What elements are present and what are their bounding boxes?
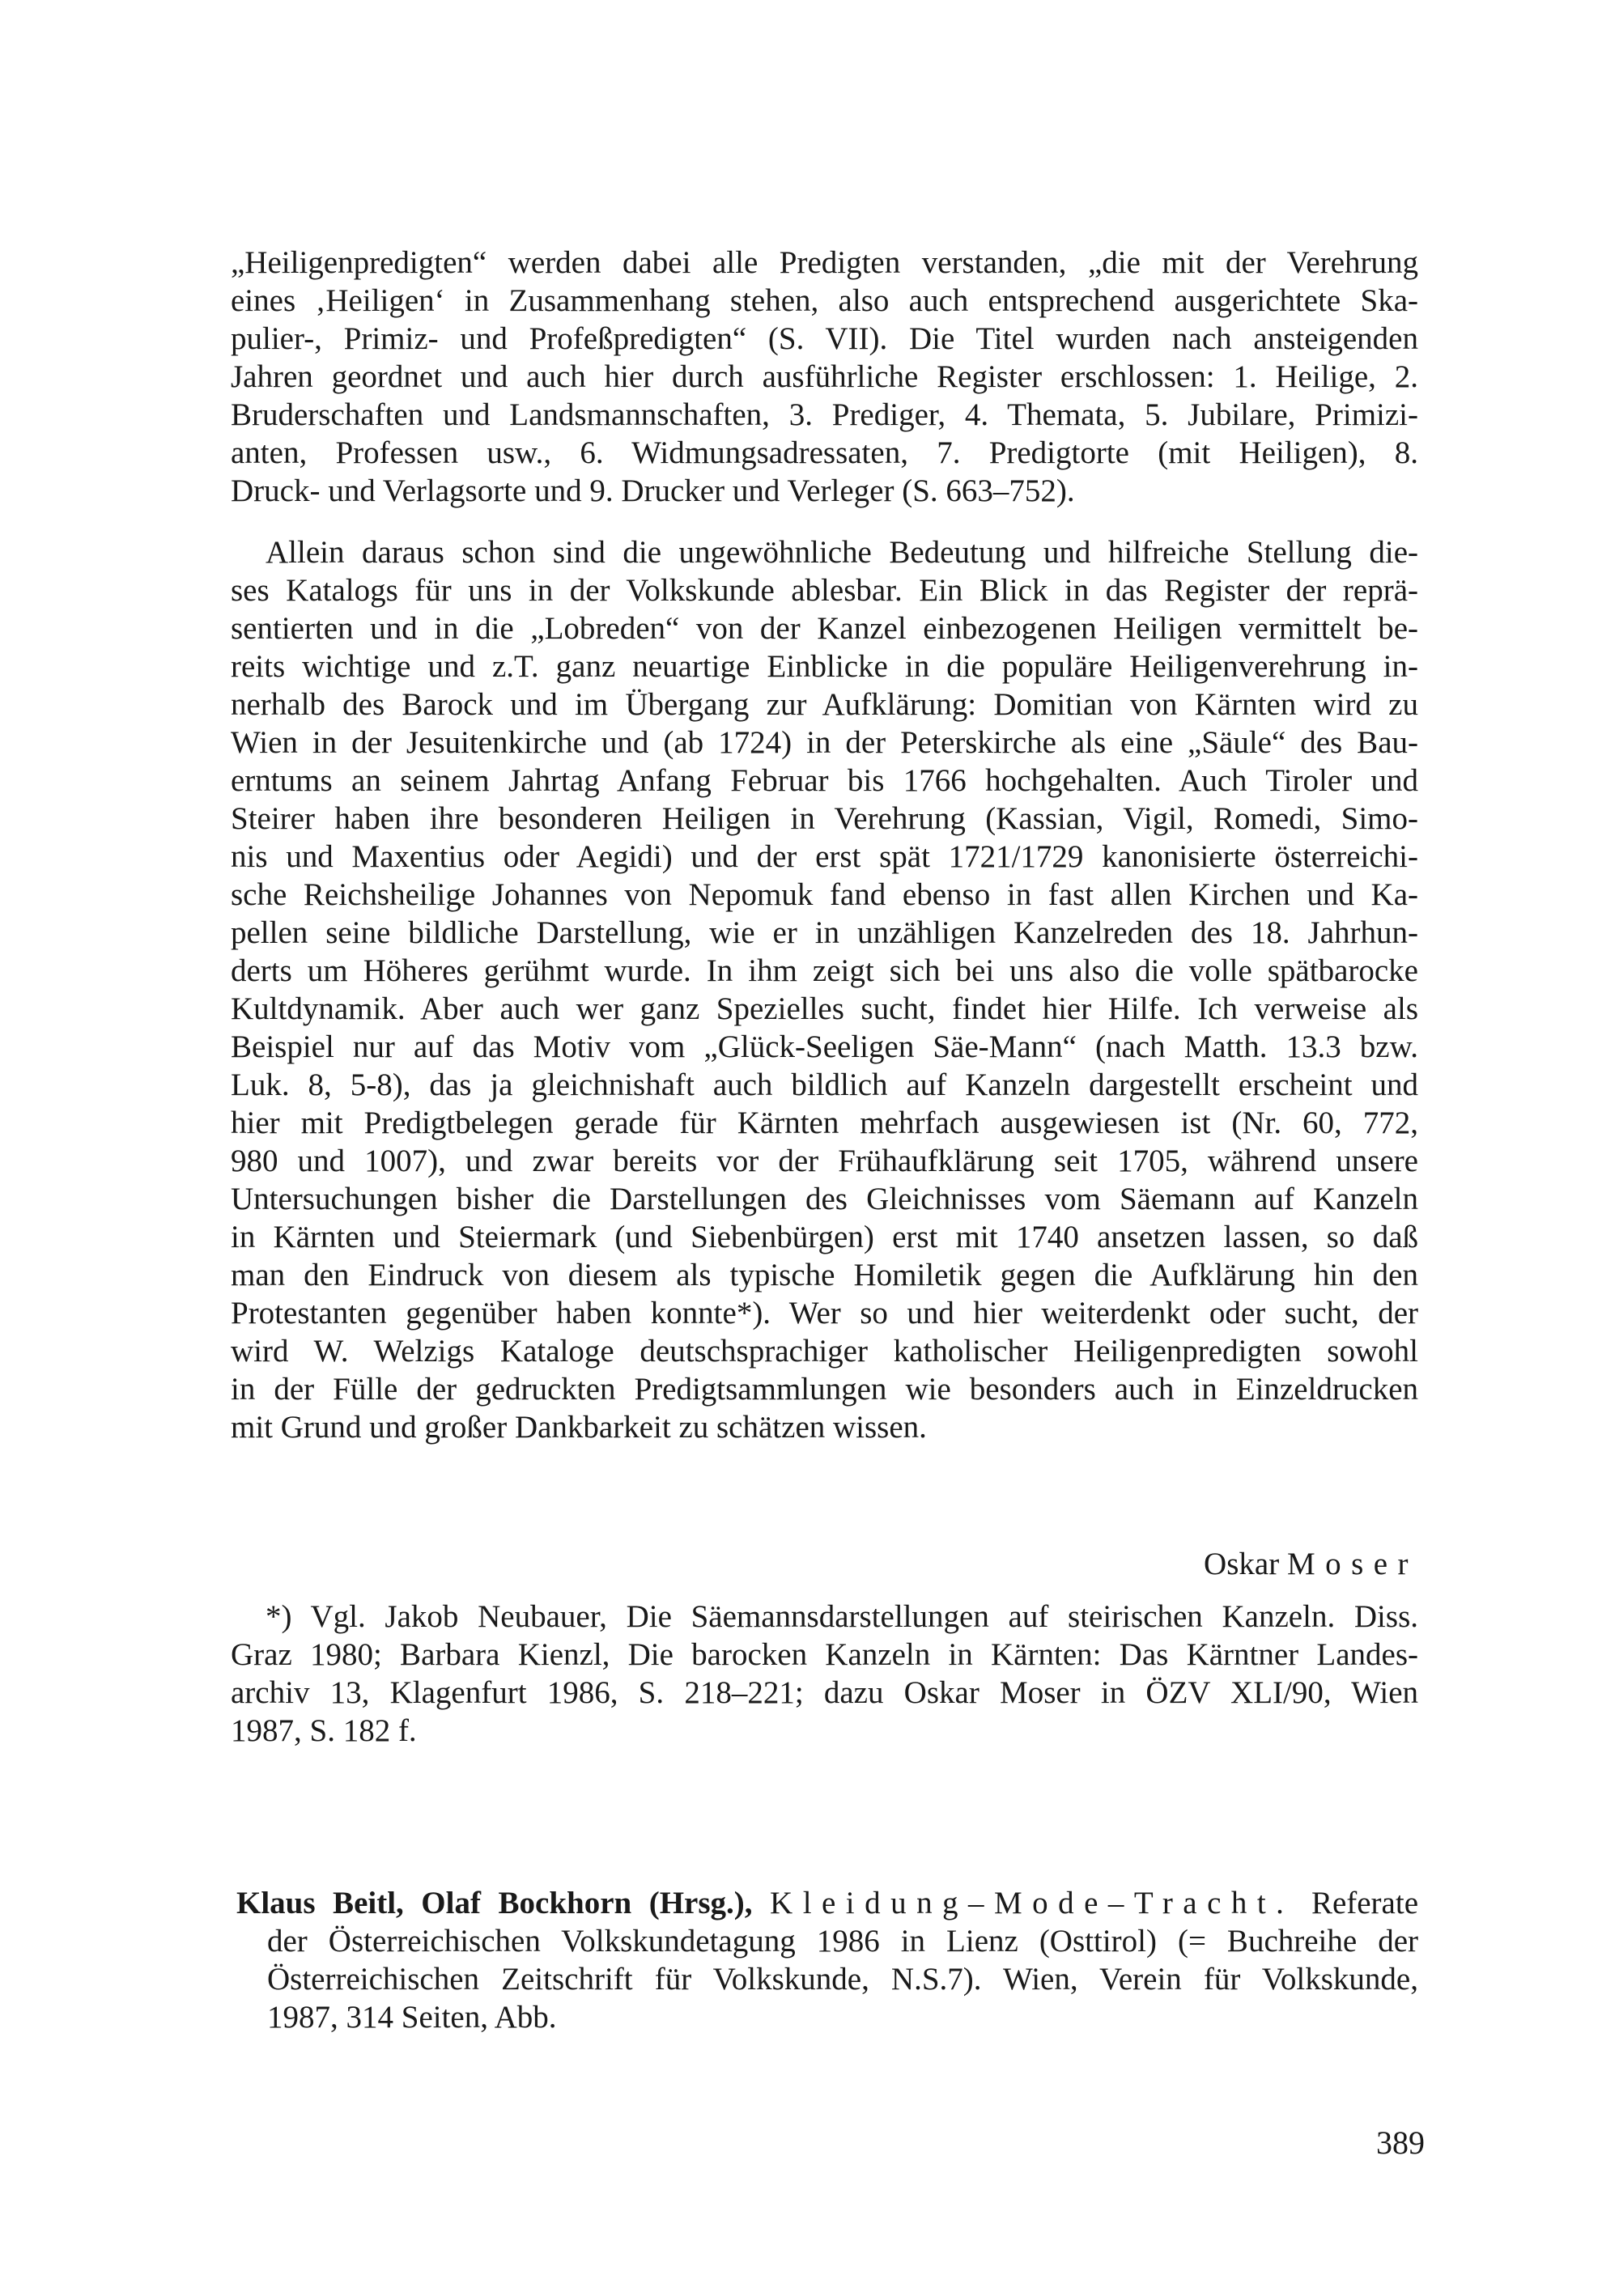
text-line: Wien in der Jesuitenkirche und (ab 1724) in der Peterskirche als eine „Säule“ des Bau- (231, 725, 1418, 760)
footnote-line: *) Vgl. Jakob Neubauer, Die Säemannsdarstellungen auf steirischen Kanzeln. Diss. (266, 1599, 1418, 1634)
review-heading-line (236, 1884, 1418, 1922)
text-line: Untersuchungen bisher die Darstellungen des Gleichnisses vom Säemann auf Kanzeln (231, 1182, 1418, 1216)
text-line: wird W. Welzigs Kataloge deutschsprachiger katholischer Heiligenpredigten sowohl (231, 1334, 1418, 1369)
text-line: sentierten und in die „Lobreden“ von der Kanzel einbezogenen Heiligen vermittelt be- (231, 611, 1418, 646)
text-line: Kultdynamik. Aber auch wer ganz Spezielles sucht, findet hier Hilfe. Ich verweise als (231, 991, 1418, 1026)
text-line: Druck- und Verlagsorte und 9. Drucker und Verleger (S. 663–752). (231, 473, 1075, 508)
paragraph-bedeutung (231, 533, 1418, 1446)
text-line: nis und Maxentius oder Aegidi) und der erst spät 1721/1729 kanonisierte österreichi- (231, 839, 1418, 874)
text-line: anten, Professen usw., 6. Widmungsadressaten, 7. Predigtorte (mit Heiligen), 8. (231, 435, 1418, 470)
footnote-line: Graz 1980; Barbara Kienzl, Die barocken Kanzeln in Kärnten: Das Kärntner Landes- (231, 1637, 1418, 1672)
footnote-line: archiv 13, Klagenfurt 1986, S. 218–221; dazu Oskar Moser in ÖZV XLI/90, Wien (231, 1675, 1418, 1710)
text-line: sche Reichsheilige Johannes von Nepomuk fand ebenso in fast allen Kirchen und Ka- (231, 877, 1418, 912)
text-line: reits wichtige und z.T. ganz neuartige Einblicke in die populäre Heiligenverehrung in- (231, 649, 1418, 684)
signature-first-name: Oskar (1204, 1547, 1280, 1581)
text-line: „Heiligenpredigten“ werden dabei alle Predigten verstanden, „die mit der Verehrung (231, 245, 1418, 280)
text-line: derts um Höheres gerühmt wurde. In ihm zeigt sich bei uns also die volle spätbarocke (231, 953, 1418, 988)
text-line: man den Eindruck von diesem als typische Homiletik gegen die Aufklärung hin den (231, 1258, 1418, 1292)
page-number: 389 (1376, 2124, 1425, 2161)
footnote-line: 1987, S. 182 f. (231, 1713, 417, 1748)
text-line: mit Grund und großer Dankbarkeit zu schätzen wissen. (231, 1410, 927, 1445)
review-book-title: Kleidung–Mode–Tracht. (770, 1886, 1294, 1920)
text-line: pulier-, Primiz- und Profeßpredigten“ (S. VII). Die Titel wurden nach ansteigenden (231, 321, 1418, 356)
text-line: Steirer haben ihre besonderen Heiligen in Verehrung (Kassian, Vigil, Romedi, Simo- (231, 801, 1418, 836)
text-line: Protestanten gegenüber haben konnte*). Wer so und hier weiterdenkt oder sucht, der (231, 1296, 1418, 1330)
text-line: in der Fülle der gedruckten Predigtsammlungen wie besonders auch in Einzeldrucken (231, 1372, 1418, 1407)
text-line: 980 und 1007), und zwar bereits vor der Frühaufklärung seit 1705, während unsere (231, 1144, 1418, 1178)
text-line: in Kärnten und Steiermark (und Siebenbürgen) erst mit 1740 ansetzen lassen, so daß (231, 1220, 1418, 1254)
book-review-entry (236, 1884, 1418, 2036)
review-line: Österreichischen Zeitschrift für Volkskunde, N.S.7). Wien, Verein für Volkskunde, (267, 1962, 1418, 1997)
text-line: Luk. 8, 5-8), das ja gleichnishaft auch bildlich auf Kanzeln dargestellt erscheint und (231, 1067, 1418, 1102)
text-line: eines ‚Heiligen‘ in Zusammenhang stehen, also auch entsprechend ausgerichtete Ska- (231, 283, 1418, 318)
signature-last-name: Moser (1286, 1547, 1418, 1581)
text-line: hier mit Predigtbelegen gerade für Kärnten mehrfach ausgewiesen ist (Nr. 60, 772, (231, 1106, 1418, 1140)
text-line: ses Katalogs für uns in der Volkskunde ablesbar. Ein Blick in das Register der reprä- (231, 573, 1418, 608)
text-line: nerhalb des Barock und im Übergang zur Aufklärung: Domitian von Kärnten wird zu (231, 687, 1418, 722)
text-line: erntums an seinem Jahrtag Anfang Februar bis 1766 hochgehalten. Auch Tiroler und (231, 763, 1418, 798)
text-line: Jahren geordnet und auch hier durch ausführliche Register erschlossen: 1. Heilige, 2. (231, 359, 1418, 394)
paragraph-heiligenpredigten (231, 244, 1418, 510)
review-line: 1987, 314 Seiten, Abb. (267, 2000, 557, 2035)
text-line: pellen seine bildliche Darstellung, wie er in unzähligen Kanzelreden des 18. Jahrhun- (231, 915, 1418, 950)
author-signature (1204, 1545, 1418, 1583)
text-line: Bruderschaften und Landsmannschaften, 3. Prediger, 4. Themata, 5. Jubilare, Primizi- (231, 397, 1418, 432)
text-line: Allein daraus schon sind die ungewöhnliche Bedeutung und hilfreiche Stellung die- (266, 535, 1418, 570)
review-heading-rest: Referate (1311, 1886, 1418, 1920)
review-line: der Österreichischen Volkskundetagung 1986 in Lienz (Osttirol) (= Buchreihe der (267, 1924, 1418, 1959)
text-line: Beispiel nur auf das Motiv vom „Glück-Seeligen Säe-Mann“ (nach Matth. 13.3 bzw. (231, 1029, 1418, 1064)
review-authors: Klaus Beitl, Olaf Bockhorn (Hrsg.), (236, 1886, 753, 1920)
footnote (231, 1598, 1418, 1750)
